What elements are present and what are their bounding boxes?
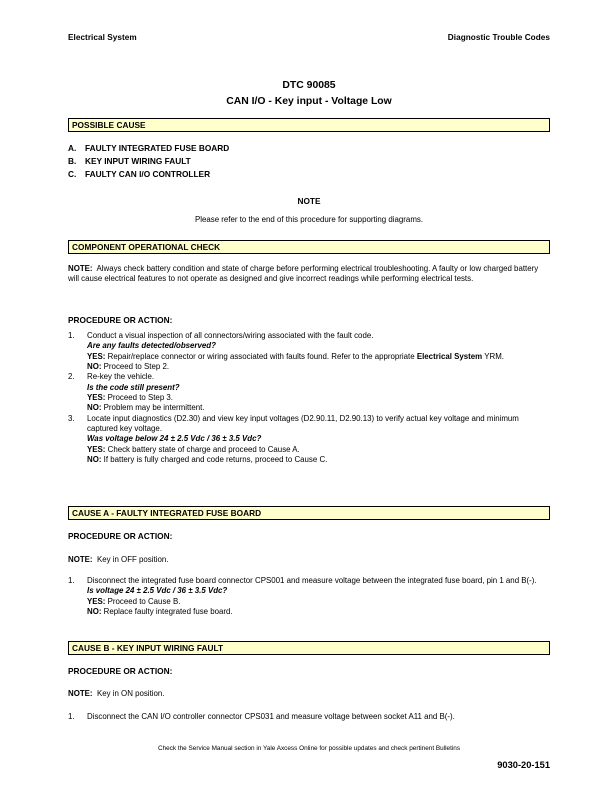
list-item-marker: B.: [68, 155, 77, 166]
step-question: Are any faults detected/observed?: [87, 341, 216, 351]
yes-label: YES:: [87, 596, 106, 606]
yes-text: Proceed to Step 3.: [105, 393, 173, 403]
list-item-label: FAULTY CAN I/O CONTROLLER: [85, 168, 211, 179]
running-header: [68, 33, 550, 42]
list-item-label: KEY INPUT WIRING FAULT: [85, 155, 191, 166]
banner-label: CAUSE B - KEY INPUT WIRING FAULT: [72, 643, 224, 653]
step-text: Disconnect the integrated fuse board connector CPS001 and measure voltage between the integrated fuse board, pin 1 and B(-).: [87, 576, 537, 585]
yes-label: YES:: [87, 444, 106, 454]
page-title: [68, 78, 550, 109]
no-text: Proceed to Step 2.: [101, 362, 170, 372]
step-number: 1.: [68, 331, 75, 340]
yes-text: Check battery state of charge and proceed to Cause A.: [105, 444, 300, 454]
dtc-description: CAN I/O - Key input - Voltage Low: [226, 95, 392, 107]
list-item: [68, 142, 550, 155]
procedure-heading: PROCEDURE OR ACTION:: [68, 531, 173, 541]
banner-label: COMPONENT OPERATIONAL CHECK: [72, 242, 221, 252]
note-text: Please refer to the end of this procedure for supporting diagrams.: [194, 215, 424, 224]
list-item: [68, 155, 550, 168]
yes-text-bold: Electrical System: [416, 351, 483, 361]
dtc-code: DTC 90085: [282, 80, 336, 91]
step-number: 2.: [68, 372, 75, 382]
step-no-branch: [87, 455, 550, 465]
list-item-marker: A.: [68, 143, 77, 153]
procedure-heading: PROCEDURE OR ACTION:: [68, 666, 173, 676]
component-check-steps: [68, 331, 550, 465]
no-label: NO:: [87, 607, 102, 617]
footer-notice: Check the Service Manual section in Yale Axcess Online for possible updates and check pertinent Bulletins: [157, 745, 461, 752]
note-label: NOTE:: [68, 689, 93, 698]
yes-text: Proceed to Cause B.: [105, 596, 181, 606]
header-left-title: Electrical System: [68, 33, 137, 42]
list-item: [68, 168, 550, 181]
step-number: 3.: [68, 413, 75, 423]
step-no-branch: [87, 607, 550, 617]
procedure-step: [68, 372, 550, 413]
procedure-step: [68, 712, 550, 722]
component-check-note: [68, 264, 550, 285]
no-label: NO:: [87, 403, 102, 413]
step-question: Is voltage 24 ± 2.5 Vdc / 36 ± 3.5 Vdc?: [87, 586, 228, 596]
step-text: Disconnect the CAN I/O controller connector CPS031 and measure voltage between socket A11 and B(-).: [87, 712, 455, 721]
header-right-title: Diagnostic Trouble Codes: [447, 33, 550, 42]
step-question: Is the code still present?: [87, 382, 180, 392]
no-text: Replace faulty integrated fuse board.: [101, 607, 233, 617]
section-banner-possible-cause: [68, 118, 550, 132]
step-number: 1.: [68, 712, 75, 721]
list-item-label: FAULTY INTEGRATED FUSE BOARD: [85, 143, 230, 153]
no-label: NO:: [87, 362, 102, 372]
note-body: Always check battery condition and state of charge before performing electrical troubleshooting. A faulty or low charged battery will cause electrical features to not operate as designed and give incorrect readings while performing electrical tests.: [68, 264, 539, 284]
procedure-step: [68, 331, 550, 372]
yes-label: YES:: [87, 351, 106, 361]
yes-text: Repair/replace connector or wiring associated with faults found. Refer to the appropriate: [105, 351, 417, 361]
note-heading: NOTE: [297, 196, 321, 206]
procedure-step: [68, 576, 550, 617]
possible-cause-list: [68, 142, 550, 181]
cause-a-note: [68, 555, 550, 565]
section-banner-cause-b: [68, 641, 550, 655]
banner-label: CAUSE A - FAULTY INTEGRATED FUSE BOARD: [72, 508, 262, 518]
cause-b-note: [68, 689, 550, 699]
step-yes-branch: [87, 597, 550, 607]
yes-label: YES:: [87, 393, 106, 403]
step-no-branch: [87, 362, 550, 372]
section-banner-cause-a: [68, 506, 550, 520]
footer-page-number: 9030-20-151: [497, 760, 550, 770]
no-text: Problem may be intermittent.: [101, 403, 205, 413]
step-number: 1.: [68, 576, 75, 585]
cause-a-steps: [68, 576, 550, 617]
cause-b-steps: [68, 712, 550, 722]
step-text: Re-key the vehicle.: [87, 372, 155, 382]
step-no-branch: [87, 403, 550, 413]
section-banner-component-operational-check: [68, 240, 550, 254]
note-label: NOTE:: [68, 555, 93, 564]
note-label: NOTE:: [68, 264, 93, 273]
step-yes-branch: [87, 445, 550, 455]
step-text: Locate input diagnostics (D2.30) and view key input voltages (D2.90.11, D2.90.13) to verify actual key voltage and minimum captured key voltage.: [87, 413, 519, 434]
step-question: Was voltage below 24 ± 2.5 Vdc / 36 ± 3.5 Vdc?: [87, 434, 262, 444]
no-text: If battery is fully charged and code returns, proceed to Cause C.: [101, 455, 328, 465]
yes-text-tail: YRM.: [482, 351, 504, 361]
step-yes-branch: [87, 352, 550, 362]
step-text: Conduct a visual inspection of all connectors/wiring associated with the fault code.: [87, 331, 374, 340]
note-body: Key in ON position.: [96, 689, 165, 698]
procedure-step: [68, 414, 550, 466]
note-body: Key in OFF position.: [96, 555, 169, 564]
procedure-heading: PROCEDURE OR ACTION:: [68, 315, 173, 325]
step-yes-branch: [87, 393, 550, 403]
no-label: NO:: [87, 455, 102, 465]
banner-label: POSSIBLE CAUSE: [72, 120, 146, 130]
list-item-marker: C.: [68, 168, 77, 179]
